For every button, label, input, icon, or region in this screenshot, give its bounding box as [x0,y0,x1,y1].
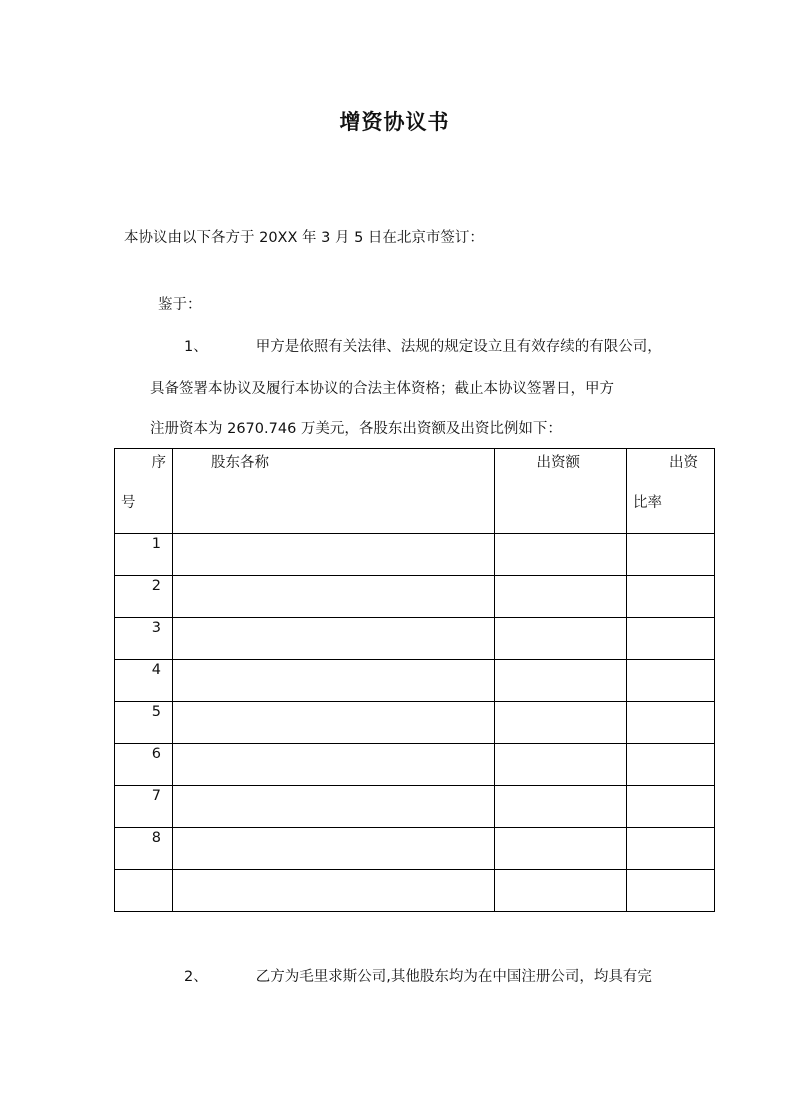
amount-cell [495,618,627,660]
header-seq-top: 序 [151,455,166,471]
header-ratio-cell [627,449,715,534]
seq-cell: 4 [115,660,173,702]
whereas-label: 鉴于： [158,297,202,313]
table-row [115,744,715,786]
name-cell [173,702,495,744]
table-row [115,534,715,576]
table-row [115,576,715,618]
ratio-cell [627,702,715,744]
clause-1-text-line-2: 具备签署本协议及履行本协议的合法主体资格；截止本协议签署日，甲方 [150,381,614,397]
seq-cell: 2 [115,576,173,618]
intro-paragraph: 本协议由以下各方于 20XX 年 3 月 5 日在北京市签订： [124,230,484,246]
name-cell [173,870,495,912]
clause-1-text-line-1: 甲方是依照有关法律、法规的规定设立且有效存续的有限公司， [255,339,662,355]
name-cell [173,534,495,576]
seq-cell [115,870,173,912]
clause-2-number: 2、 [184,969,208,985]
amount-cell [495,534,627,576]
header-ratio-top: 出资 [669,455,698,471]
amount-cell [495,870,627,912]
table-row [115,786,715,828]
table-row [115,702,715,744]
amount-cell [495,576,627,618]
seq-cell: 1 [115,534,173,576]
header-ratio-bottom: 比率 [633,495,662,511]
seq-cell: 6 [115,744,173,786]
table-row [115,618,715,660]
document-title: 增资协议书 [339,109,450,134]
clause-1-number: 1、 [184,339,208,355]
amount-cell [495,744,627,786]
name-cell [173,660,495,702]
ratio-cell [627,576,715,618]
amount-cell [495,702,627,744]
header-seq-bottom: 号 [121,495,136,511]
amount-cell [495,660,627,702]
ratio-cell [627,534,715,576]
name-cell [173,576,495,618]
header-amount-cell: 出资额 [495,449,627,534]
ratio-cell [627,660,715,702]
clause-1-first-line [184,335,662,356]
clause-2-text-line-1: 乙方为毛里求斯公司,其他股东均为在中国注册公司，均具有完 [255,969,652,985]
name-cell [173,744,495,786]
shareholder-contribution-table [114,448,715,912]
ratio-cell [627,618,715,660]
ratio-cell [627,828,715,870]
clause-2-first-line [184,965,652,986]
header-seq-cell [115,449,173,534]
header-name-cell: 股东各称 [173,449,495,534]
amount-cell [495,786,627,828]
ratio-cell [627,786,715,828]
seq-cell: 8 [115,828,173,870]
ratio-cell [627,744,715,786]
name-cell [173,786,495,828]
name-cell [173,828,495,870]
seq-cell: 7 [115,786,173,828]
amount-cell [495,828,627,870]
clause-1-text-line-3: 注册资本为 2670.746 万美元，各股东出资额及出资比例如下： [150,421,562,437]
table-row [115,828,715,870]
table-row [115,870,715,912]
table-header-row [115,449,715,534]
table-row [115,660,715,702]
seq-cell: 3 [115,618,173,660]
name-cell [173,618,495,660]
seq-cell: 5 [115,702,173,744]
ratio-cell [627,870,715,912]
